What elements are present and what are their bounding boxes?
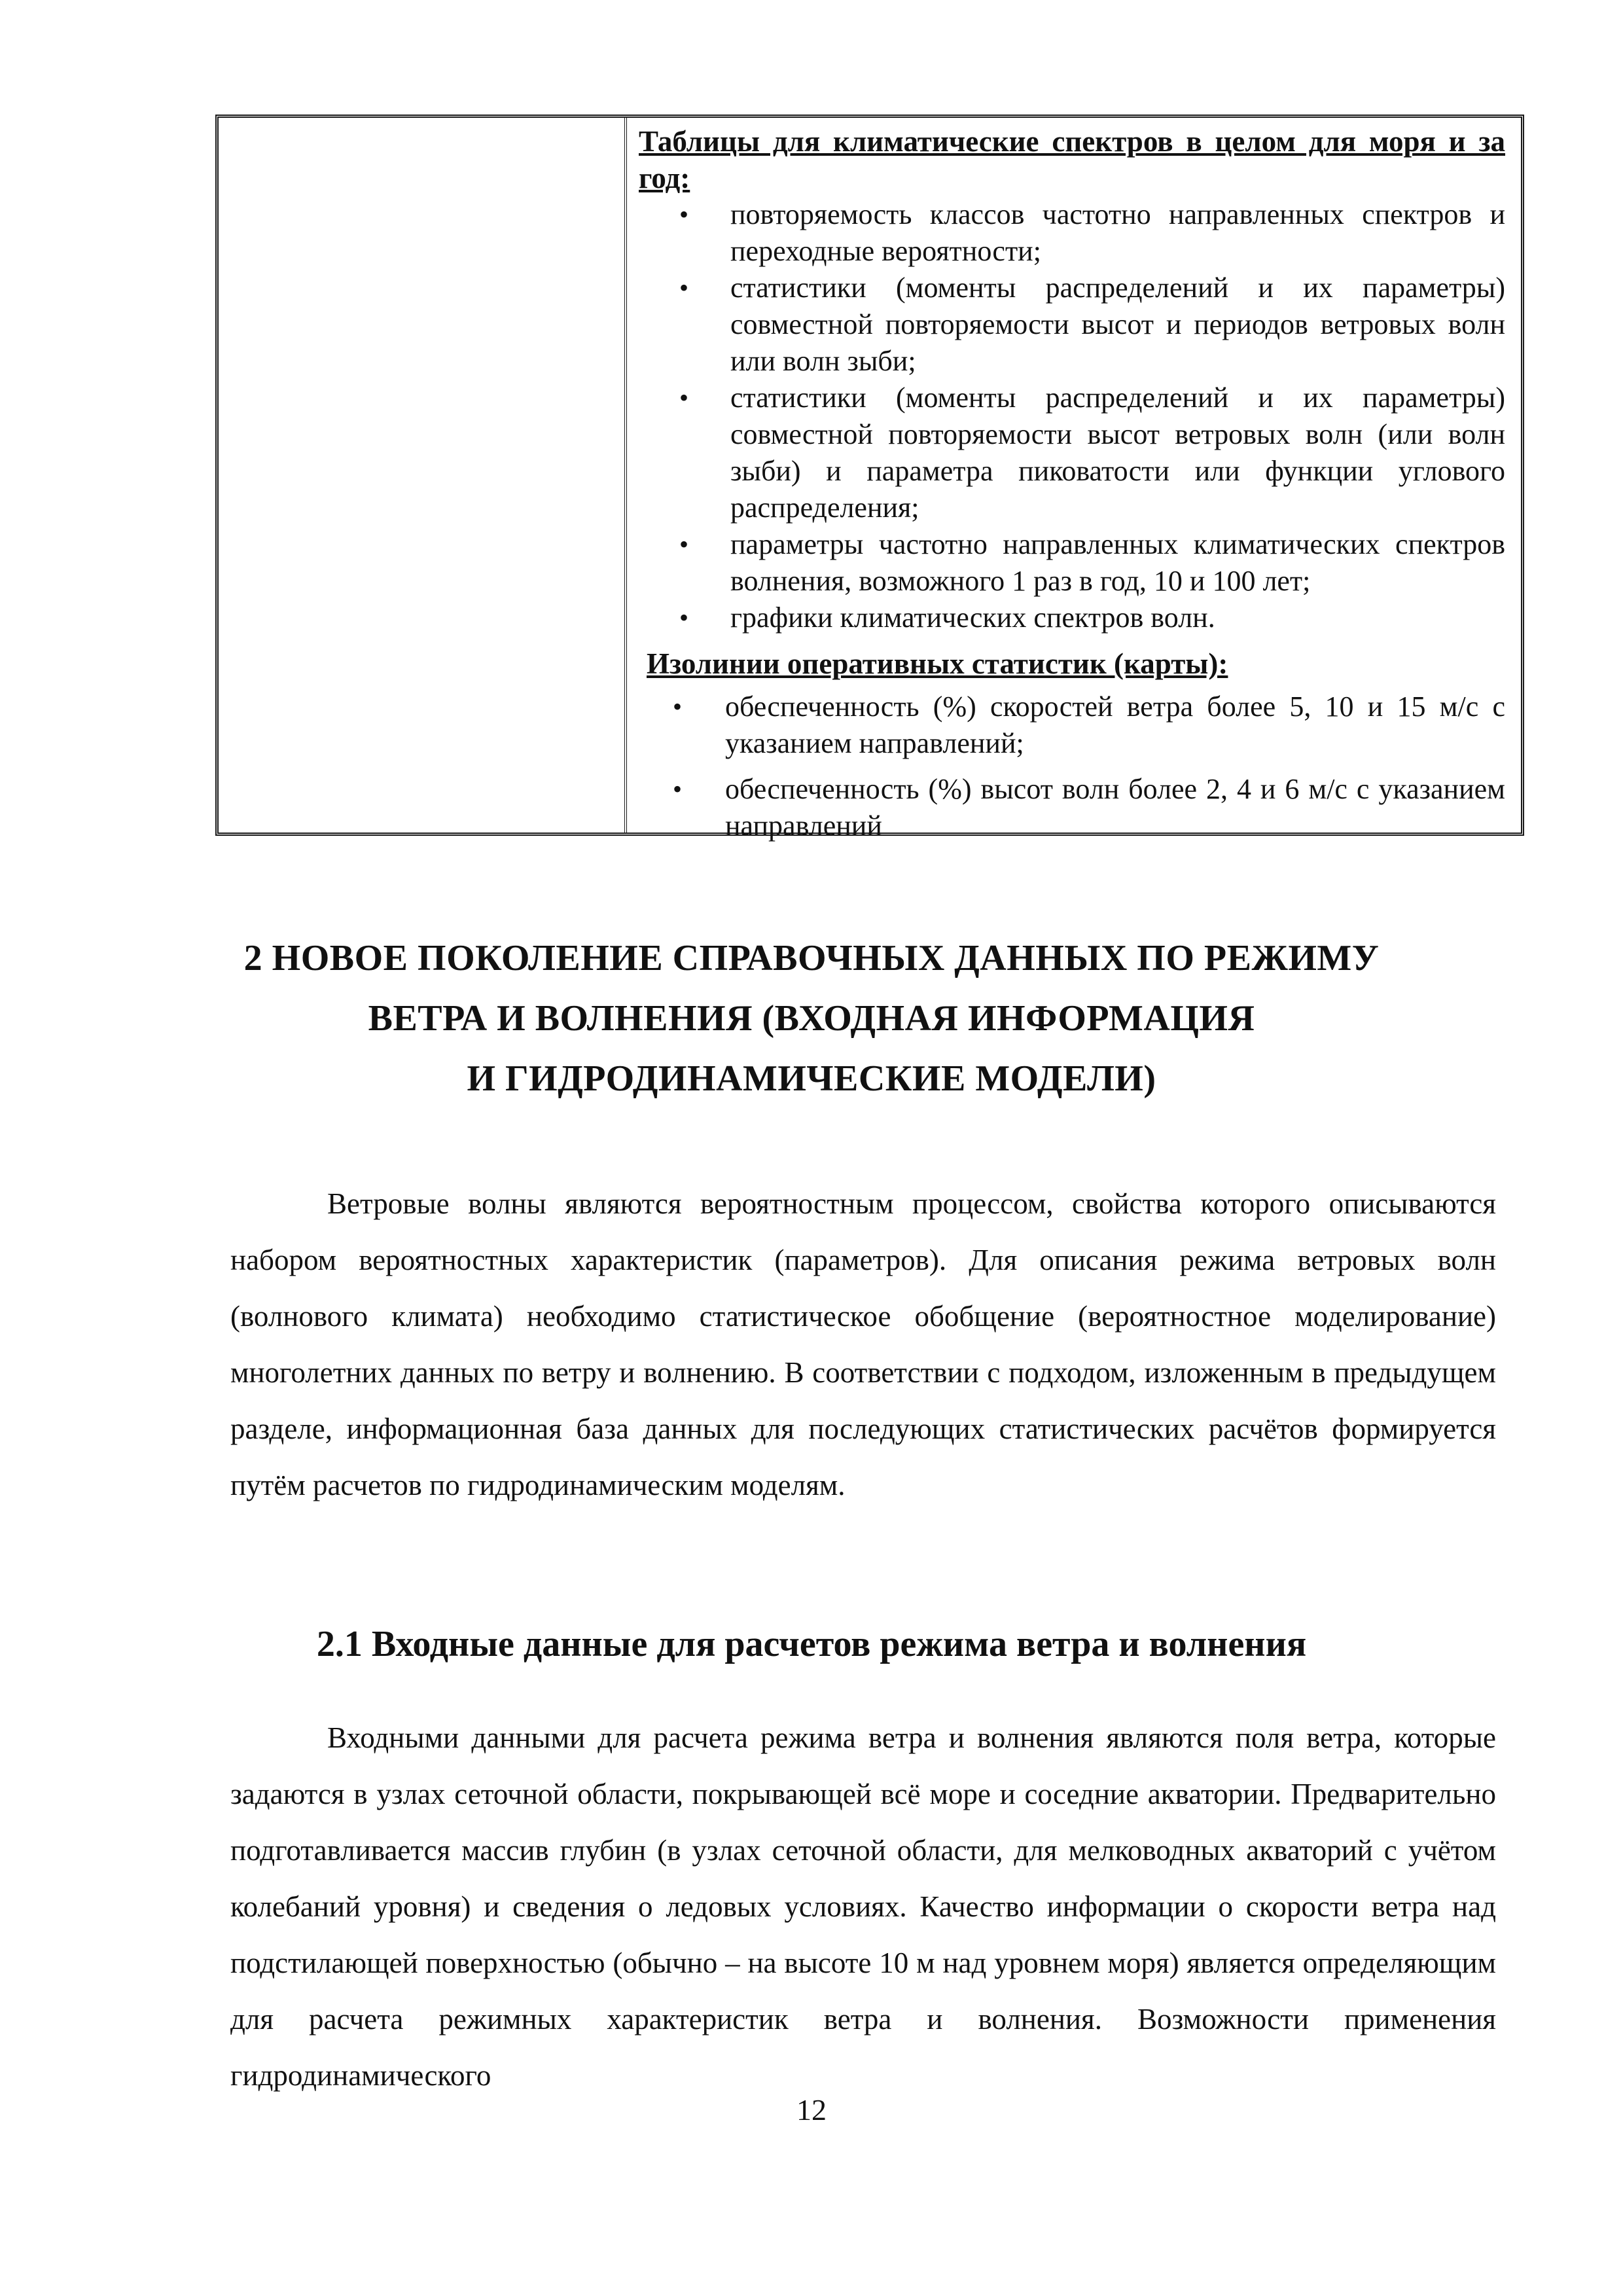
bullet-icon: • (679, 603, 689, 632)
bullet-icon: • (679, 529, 689, 559)
bullet-icon: • (673, 692, 683, 721)
table-left-cell (219, 118, 627, 833)
list-item: • параметры частотно направленных климатических спектров волнения, возможного 1 раз в год, 10 и 100 лет; (639, 526, 1505, 600)
list-item: • графики климатических спектров волн. (639, 600, 1505, 636)
section-title-line: ВЕТРА И ВОЛНЕНИЯ (ВХОДНАЯ ИНФОРМАЦИЯ (368, 998, 1255, 1039)
bullet-icon: • (679, 200, 689, 229)
bullet-icon: • (679, 383, 689, 412)
list-item: • обеспеченность (%) скоростей ветра более 5, 10 и 15 м/с с указанием направлений; (639, 689, 1505, 762)
section-title-line: 2 НОВОЕ ПОКОЛЕНИЕ СПРАВОЧНЫХ ДАННЫХ ПО РЕЖИМУ (243, 938, 1380, 978)
list-item: • обеспеченность (%) высот волн более 2, 4 и 6 м/с с указанием направлений (639, 771, 1505, 844)
section-title (196, 928, 1427, 1109)
bullet-icon: • (679, 273, 689, 302)
bullet-icon: • (673, 774, 683, 804)
table-right-cell (627, 118, 1521, 842)
body-paragraph: Ветровые волны являются вероятностным процессом, свойства которого описываются набором вероятностных характеристик (параметров). Для описания режима ветровых волн (волнового климата) необходимо статистическое обобщение (вероятностное моделирование) многолетних данных по ветру и волнению. В соответствии с подходом, изложенным в предыдущем разделе, информационная база данных для последующих статистических расчётов формируется путём расчетов по гидродинамическим моделям. (230, 1187, 1496, 1501)
page-number: 12 (796, 2093, 827, 2126)
isolines-list (639, 689, 1505, 844)
list-item: • статистики (моменты распределений и их параметры) совместной повторяемости высот и периодов ветровых волн или волн зыби; (639, 270, 1505, 380)
climatic-spectra-list (639, 196, 1505, 636)
summary-table (215, 115, 1524, 842)
list-item: • статистики (моменты распределений и их параметры) совместной повторяемости высот ветровых волн (или волн зыби) и параметра пиковатости или функции углового распределения; (639, 380, 1505, 526)
list-item: • повторяемость классов частотно направленных спектров и переходные вероятности; (639, 196, 1505, 270)
section-title-line: И ГИДРОДИНАМИЧЕСКИЕ МОДЕЛИ) (467, 1058, 1156, 1099)
body-paragraph: Входными данными для расчета режима ветра и волнения являются поля ветра, которые задаются в узлах сеточной области, покрывающей всё море и соседние акватории. Предварительно подготавливается массив глубин (в узлах сеточной области, для мелководных акваторий с учётом колебаний уровня) и сведения о ледовых условиях. Качество информации о скорости ветра над подстилающей поверхностью (обычно – на высоте 10 м над уровнем моря) является определяющим для расчета режимных характеристик ветра и волнения. Возможности применения гидродинамического (230, 1721, 1496, 2092)
table-heading-climatic-spectra: Таблицы для климатические спектров в целом для моря и за год: (639, 125, 1505, 194)
subsection-title: 2.1 Входные данные для расчетов режима ветра и волнения (316, 1624, 1307, 1664)
table-heading-isolines: Изолинии оперативных статистик (карты): (647, 647, 1228, 680)
